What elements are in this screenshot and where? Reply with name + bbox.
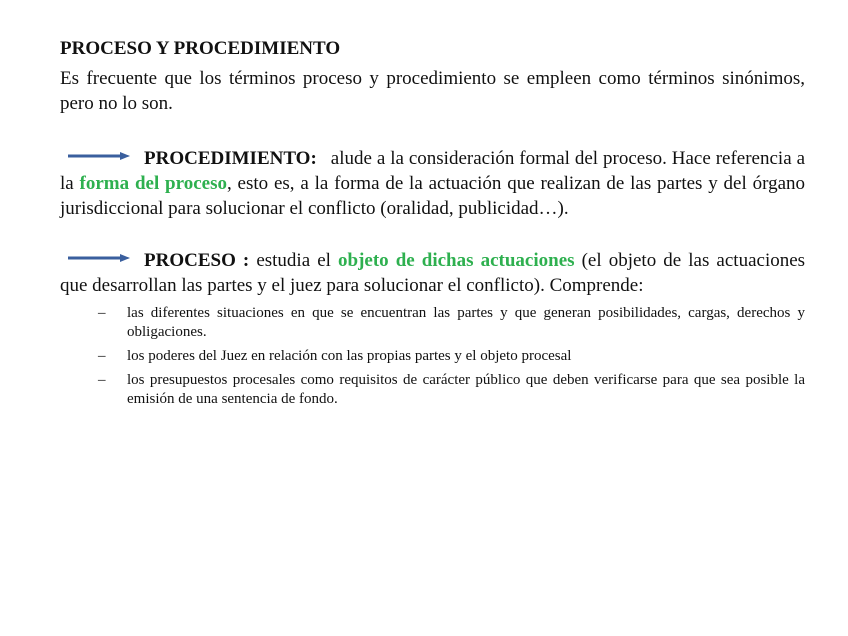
right-arrow-icon	[68, 151, 130, 161]
list-item-text: las diferentes situaciones en que se encuentran las partes y que generan posibilidades, cargas, derechos y obligaciones.	[127, 305, 805, 340]
list-item-text: los presupuestos procesales como requisitos de carácter público que deben verificarse para que sea posible la emisión de una sentencia de fondo.	[127, 372, 805, 407]
proceso-sublist	[60, 304, 805, 409]
proceso-text-2: (el objeto de las actuaciones que desarrollan las partes y el juez para solucionar el conflicto). Comprende:	[60, 250, 806, 296]
page-title: PROCESO Y PROCEDIMIENTO	[60, 38, 341, 59]
dash-bullet: –	[98, 305, 106, 321]
procedimiento-term: PROCEDIMIENTO:	[144, 148, 317, 169]
dash-bullet: –	[98, 348, 106, 364]
proceso-paragraph	[60, 248, 805, 298]
procedimiento-text-1: alude a la consideración formal del proceso. Hace referencia a la	[60, 148, 805, 194]
procedimiento-paragraph	[60, 146, 805, 221]
proceso-text-1: estudia el	[256, 250, 331, 271]
list-item-text: los poderes del Juez en relación con las propias partes y el objeto procesal	[127, 348, 572, 364]
proceso-term: PROCESO :	[144, 250, 250, 271]
proceso-highlight: objeto de dichas actuaciones	[338, 250, 575, 271]
intro-paragraph: Es frecuente que los términos proceso y procedimiento se empleen como términos sinónimos, pero no lo son.	[60, 68, 805, 114]
dash-bullet: –	[98, 372, 106, 388]
list-item	[60, 304, 805, 342]
procedimiento-highlight: forma del proceso	[79, 173, 227, 194]
right-arrow-icon	[68, 253, 130, 263]
list-item	[60, 371, 805, 409]
list-item	[60, 347, 805, 366]
procedimiento-text-2: , esto es, a la forma de la actuación que realizan de las partes y del órgano jurisdiccional para solucionar el conflicto (oralidad, publicidad…).	[60, 173, 805, 219]
document-page	[60, 36, 805, 414]
